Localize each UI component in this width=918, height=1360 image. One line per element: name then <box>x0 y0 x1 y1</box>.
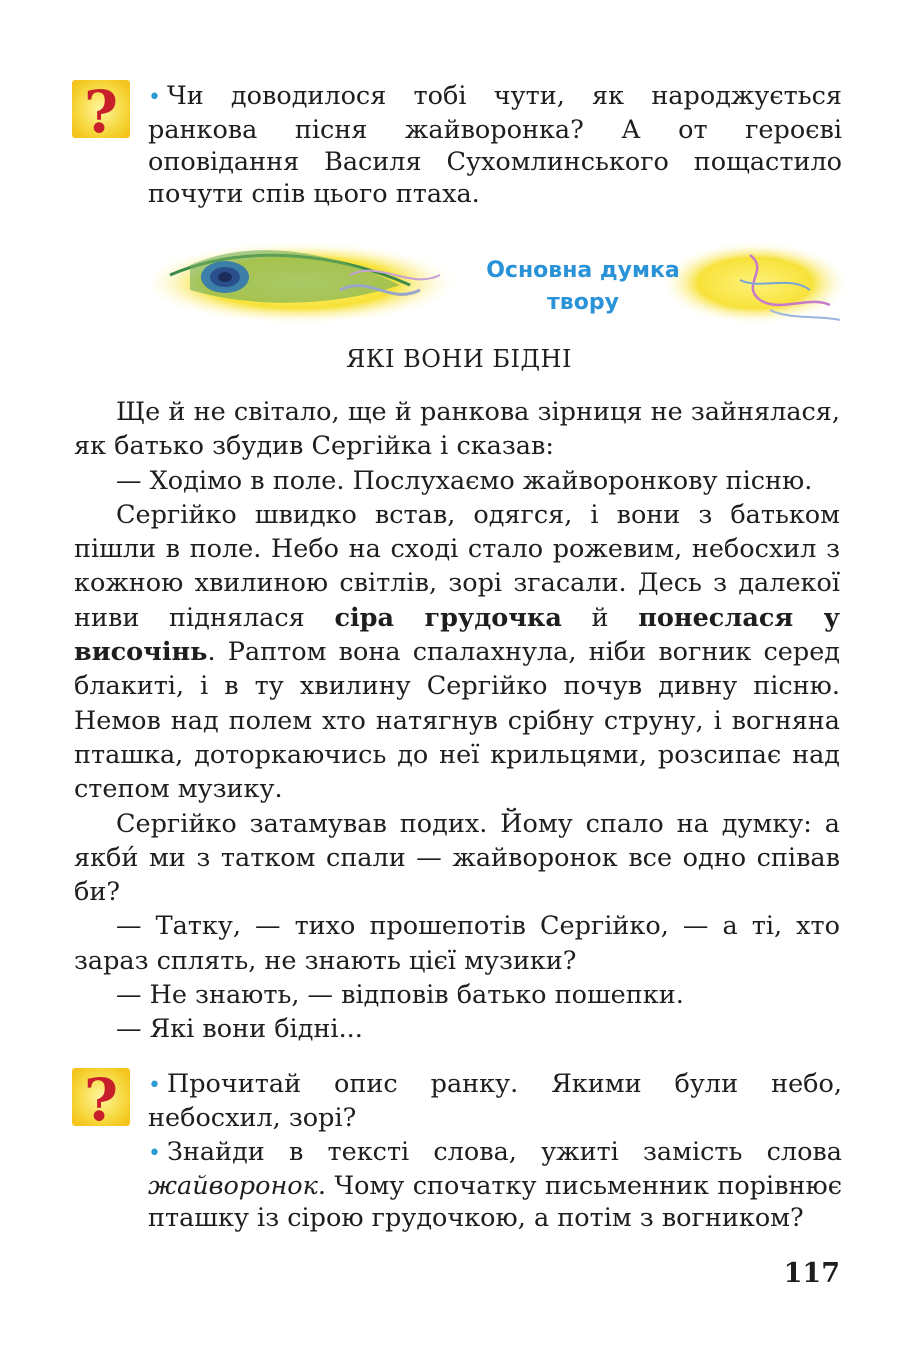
story-paragraph: — Які вони бідні... <box>116 1014 363 1045</box>
banner-title-line2: твору <box>547 290 619 315</box>
intro-question-text: Чи доводилося тобі чути, як народжується ранкова пісня жайворонка? А от героєві оповідання Василя Сухомлинського пощастило почути спів цього птаха. <box>148 81 842 209</box>
story-title: ЯКІ ВОНИ БІДНІ <box>346 345 572 373</box>
banner-title <box>468 255 698 319</box>
story-paragraph: — Татку, — тихо прошепотів Сергійко, — а ті, хто зараз сплять, не знають цієї музики? <box>74 911 840 976</box>
story-paragraph: Ще й не світало, ще й ранкова зірниця не зайнялася, як батько збудив Сергійка і сказав: <box>74 397 840 462</box>
question-mark-icon <box>72 80 130 138</box>
text-span: й <box>561 602 639 633</box>
question-item <box>148 1068 842 1134</box>
question-item <box>148 1136 842 1234</box>
italic-word: жайворонок <box>148 1171 318 1201</box>
main-idea-banner <box>150 235 855 330</box>
text-span: Сергійко швидко встав, одягся, і вони з батьком пішли в поле. Небо на сході стало рожевим, небосхил з кожною хвилиною світлів, зорі згасали. Десь з далекої ниви піднялася <box>74 499 840 633</box>
story-paragraph: — Ходімо в поле. Послухаємо жайворонкову пісню. <box>116 465 813 496</box>
bold-phrase: понеслася у височінь <box>74 602 840 668</box>
intro-question-block <box>72 80 842 210</box>
svg-text:?: ? <box>84 80 118 138</box>
bullet-icon: • <box>148 1073 161 1098</box>
question-mark-icon <box>72 1068 130 1126</box>
banner-title-line1: Основна думка <box>486 258 680 283</box>
bold-phrase: сіра грудочка <box>334 602 562 633</box>
story-paragraph <box>74 498 840 807</box>
questions-block <box>72 1068 842 1234</box>
text-span: . Раптом вона спалахнула, ніби вогник серед блакиті, і в ту хвилину Сергійко почув дивну пісню. Немов над полем хто натягнув срібну струну, і вогняна пташка, доторкаючись до неї крильцями, розсипає над степом музику. <box>74 637 840 805</box>
question-text: Прочитай опис ранку. Якими були небо, небосхил, зорі? <box>148 1069 842 1133</box>
question-text: Знайди в тексті слова, ужиті замість слова <box>166 1137 842 1167</box>
bullet-icon: • <box>148 1141 161 1166</box>
svg-text:?: ? <box>84 1068 118 1126</box>
story-paragraph: Сергійко затамував подих. Йому спало на думку: а якби́ ми з татком спали — жайворонок все одно співав би? <box>74 808 840 908</box>
story-text <box>74 395 840 1047</box>
page-number: 117 <box>783 1258 840 1289</box>
question-text: . Чому спочатку письменник порівнює пташку із сірою грудочкою, а потім з вогником? <box>148 1171 842 1233</box>
story-paragraph: — Не знають, — відповів батько пошепки. <box>116 980 684 1011</box>
bullet-icon: • <box>148 85 161 110</box>
